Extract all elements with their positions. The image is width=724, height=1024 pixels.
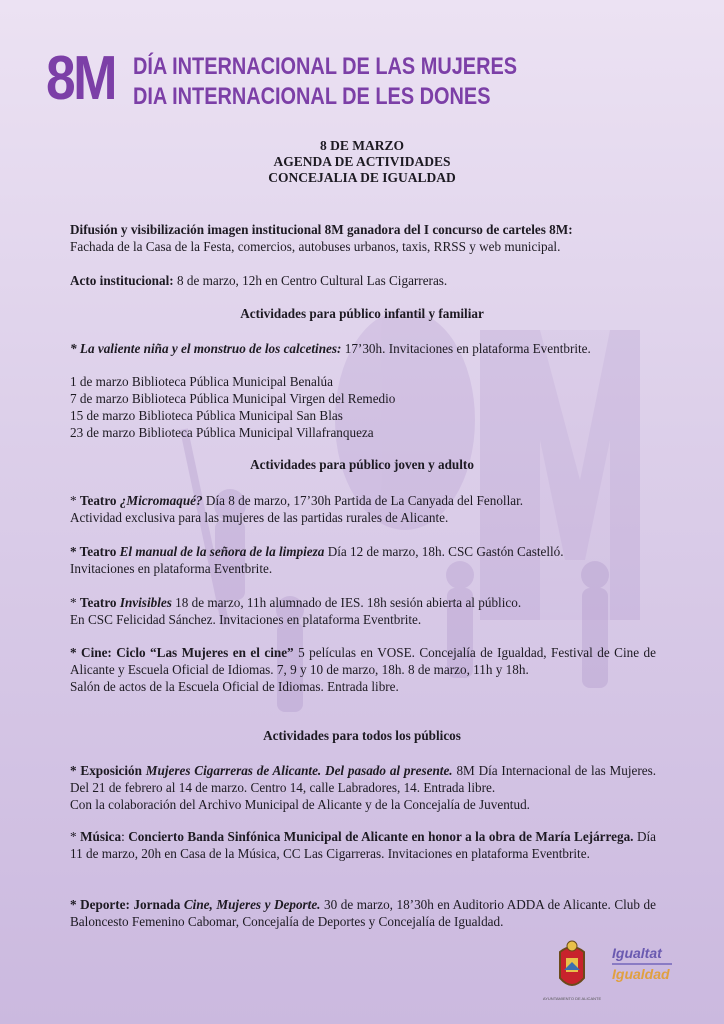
infantil-dates-list bbox=[70, 373, 656, 441]
igualtat-divider bbox=[612, 963, 672, 965]
musica-prefix: * bbox=[70, 829, 81, 844]
teatro1-title: ¿Micromaqué? bbox=[119, 493, 203, 508]
igualtat-text: Igualtat bbox=[612, 945, 662, 961]
title-spanish: DÍA INTERNACIONAL DE LAS MUJERES bbox=[133, 53, 518, 80]
teatro2-title: El manual de la señora de la limpieza bbox=[119, 544, 325, 559]
cine-line2: Salón de actos de la Escuela Oficial de Idiomas. Entrada libre. bbox=[70, 679, 399, 694]
expo-text: 8M Día Internacional de las Mujeres. Del 21 de febrero al 14 de marzo. Centro 14, calle Labradores, 14. Entrada libre. bbox=[70, 763, 657, 795]
title-valencian: DIA INTERNACIONAL DE LES DONES bbox=[133, 83, 491, 110]
teatro3-title: Invisibles bbox=[119, 595, 172, 610]
teatro2-label: * Teatro bbox=[70, 544, 117, 559]
teatro1-line2: Actividad exclusiva para las mujeres de las partidas rurales de Alicante. bbox=[70, 510, 449, 525]
teatro-manual bbox=[70, 543, 656, 577]
teatro-invisibles bbox=[70, 594, 656, 628]
teatro3-line2: En CSC Felicidad Sánchez. Invitaciones en plataforma Eventbrite. bbox=[70, 612, 422, 627]
infantil-show-time: 17’30h bbox=[344, 341, 383, 356]
agenda-line: AGENDA DE ACTIVIDADES bbox=[273, 154, 451, 169]
list-item: 7 de marzo Biblioteca Pública Municipal Virgen del Remedio bbox=[70, 391, 396, 406]
teatro3-prefix: * bbox=[70, 595, 80, 610]
igualdad-text: Igualdad bbox=[612, 966, 670, 982]
teatro2-line2: Invitaciones en plataforma Eventbrite. bbox=[70, 561, 273, 576]
list-item: 15 de marzo Biblioteca Pública Municipal San Blas bbox=[70, 408, 343, 423]
city-crest-icon bbox=[555, 938, 589, 994]
deporte-label: * Deporte: Jornada bbox=[70, 897, 181, 912]
difusion-text: Fachada de la Casa de la Festa, comercios, autobuses urbanos, taxis, RRSS y web municipal. bbox=[70, 239, 561, 254]
teatro1-label: Teatro bbox=[79, 493, 117, 508]
deporte-text: 30 de marzo, 18’30h en Auditorio ADDA de Alicante. Club de Baloncesto Femenino Cabomar, Concejalía de Deportes y Concejalía de Igualdad. bbox=[70, 897, 656, 929]
deporte-title: Cine, Mujeres y Deporte. bbox=[183, 897, 321, 912]
difusion-lead: Difusión y visibilización imagen institucional 8M ganadora del I concurso de carteles 8M: bbox=[70, 222, 573, 237]
deporte bbox=[70, 896, 656, 930]
infantil-show bbox=[70, 340, 656, 357]
list-item: 1 de marzo Biblioteca Pública Municipal Benalúa bbox=[70, 374, 333, 389]
teatro3-text: 18 de marzo, 11h alumnado de IES. 18h sesión abierta al público. bbox=[175, 595, 522, 610]
logo-8m: 8M bbox=[46, 44, 115, 113]
date-line: 8 DE MARZO bbox=[320, 138, 404, 153]
cine-label: * Cine: Ciclo “Las Mujeres en el cine” bbox=[70, 645, 294, 660]
section-heading-joven: Actividades para público joven y adulto bbox=[250, 457, 474, 472]
agenda-heading bbox=[0, 138, 724, 186]
expo-line2: Con la colaboración del Archivo Municipal de Alicante y de la Concejalía de Juventud. bbox=[70, 797, 530, 812]
infantil-show-title: * La valiente niña y el monstruo de los calcetines: bbox=[70, 341, 342, 356]
exposicion bbox=[70, 762, 656, 813]
section-heading-infantil: Actividades para público infantil y familiar bbox=[240, 306, 484, 321]
teatro1-prefix: * bbox=[70, 493, 80, 508]
header bbox=[46, 44, 606, 114]
cine-ciclo bbox=[70, 644, 656, 695]
acto-text: 8 de marzo, 12h en Centro Cultural Las Cigarreras. bbox=[176, 273, 448, 288]
teatro2-text: Día 12 de marzo, 18h. CSC Gastón Castelló. bbox=[327, 544, 564, 559]
musica-title: Concierto Banda Sinfónica Municipal de Alicante en honor a la obra de María Lejárrega. bbox=[128, 829, 634, 844]
igualtat-logo bbox=[612, 946, 682, 982]
section-heading-todos: Actividades para todos los públicos bbox=[263, 728, 461, 743]
teatro-micromaque bbox=[70, 492, 656, 526]
acto-lead: Acto institucional: bbox=[70, 273, 174, 288]
musica bbox=[70, 828, 656, 862]
cine-text: 5 películas en VOSE. Concejalía de Igualdad, Festival de Cine de Alicante y Escuela Oficial de Idiomas. 7, 9 y 10 de marzo, 18h. 8 de marzo, 11h y 18h. bbox=[70, 645, 656, 677]
acto-paragraph bbox=[70, 272, 656, 289]
list-item: 23 de marzo Biblioteca Pública Municipal Villafranqueza bbox=[70, 425, 374, 440]
infantil-show-rest: . Invitaciones en plataforma Eventbrite. bbox=[382, 341, 591, 356]
teatro3-label: Teatro bbox=[79, 595, 117, 610]
crest-caption: AYUNTAMIENTO DE ALICANTE bbox=[542, 996, 602, 1001]
expo-label: * Exposición bbox=[70, 763, 142, 778]
musica-sep: : bbox=[121, 829, 129, 844]
department-line: CONCEJALIA DE IGUALDAD bbox=[268, 170, 456, 185]
teatro1-text: Día 8 de marzo, 17’30h Partida de La Canyada del Fenollar. bbox=[205, 493, 524, 508]
difusion-paragraph bbox=[70, 221, 656, 255]
expo-title: Mujeres Cigarreras de Alicante. Del pasado al presente. bbox=[145, 763, 453, 778]
musica-text: Día 11 de marzo, 20h en Casa de la Música, CC Las Cigarreras. Invitaciones en plataforma Eventbrite. bbox=[70, 829, 657, 861]
musica-label: Música bbox=[80, 829, 122, 844]
